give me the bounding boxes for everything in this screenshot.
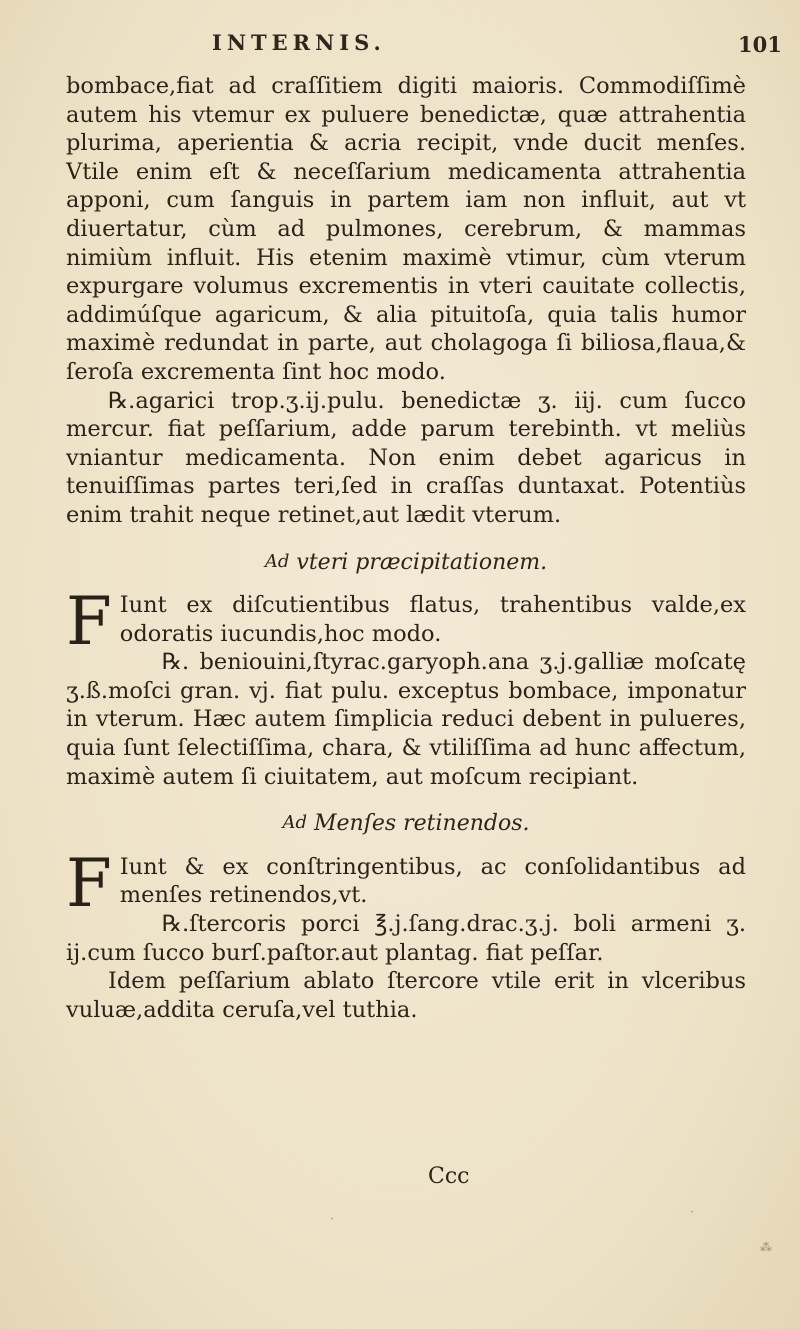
page-number: 101: [738, 32, 782, 57]
section-heading-uterine-prolapse: [66, 548, 746, 578]
body-text: [66, 72, 746, 1024]
recipe-benzoin: ℞. beniouini,ſtyrac.garyoph.ana ʒ.j.galliæ moſcatę ʒ.ß.moſci gran. vj. fiat pulu. exceptus bombace, imponatur in vterum. Hæc autem ſimplicia reduci debent in pulueres, quia ſunt ſelectiſſima, chara, & vtiliſſima ad hunc affectum, maximè autem ſi ciuitatem, aut moſcum recipiant.: [66, 649, 746, 790]
heading-title: vteri præcipitationem.: [289, 549, 548, 575]
heading-lead-word: Ad: [282, 812, 307, 834]
paragraph-pessaries: bombace,fiat ad craſſitiem digiti maioris. Commodiſſimè autem his vtemur ex puluere benedictæ, quæ attrahentia plurima, aperientia & acria recipit, vnde ducit menſes. Vtile enim eſt & neceſſarium medicamenta attrahentia apponi, cum ſanguis in partem iam non influit, aut vt diuertatur, cùm ad pulmones, cerebrum, & mammas nimiùm influit. His etenim maximè vtimur, cùm vterum expurgare volumus excrementis in vteri cauitate collectis, addimúſque agaricum, & alia pituitoſa, quia talis humor maximè redundat in parte, aut cholagoga ſi biliosa,flaua,& ſeroſa excrementa ſint hoc modo.: [66, 73, 746, 385]
signature-mark: Ccc: [428, 1164, 470, 1189]
heading-lead-word: Ad: [264, 550, 290, 572]
paper-speck: ⁂: [760, 1240, 772, 1254]
section-heading-menses-retention: [66, 809, 746, 839]
paragraph-flatus: [66, 583, 746, 661]
recipe-stercus: ℞.ſtercoris porci ℥.j.ſang.drac.ʒ.j. boli armeni ʒ. ij.cum ſucco burſ.paſtor.aut plantag. fiat peſſar.: [66, 911, 746, 966]
paragraph-body: Iunt & ex conſtringentibus, ac conſolidantibus ad menſes retinendos,vt.: [119, 853, 746, 909]
paper-speck: ·: [690, 1205, 694, 1219]
heading-title: Menſes retinendos.: [306, 811, 530, 837]
paper-speck: ·: [330, 1212, 334, 1226]
recipe-agaric: ℞.agarici trop.ʒ.ij.pulu. benedictæ ʒ. iij. cum ſucco mercur. fiat peſſarium, adde parum terebinth. vt meliùs vniantur medicamenta. Non enim debet agaricus in tenuiſſimas partes teri,ſed in craſſas duntaxat. Potentiùs enim trahit neque retinet,aut lædit vterum.: [66, 387, 746, 528]
running-head: INTERNIS.: [212, 30, 386, 55]
paragraph-body: Iunt ex diſcutientibus flatus, trahentibus valde,ex odoratis iucundis,hoc modo.: [119, 592, 746, 647]
paragraph-ulcers: Idem peſſarium ablato ſtercore vtile erit in vlceribus vuluæ,addita ceruſa,vel tuthia.: [66, 968, 746, 1023]
drop-cap: F: [66, 583, 112, 661]
page-header: [0, 30, 800, 70]
drop-cap: F: [66, 844, 112, 922]
paragraph-astringents: [66, 844, 746, 922]
